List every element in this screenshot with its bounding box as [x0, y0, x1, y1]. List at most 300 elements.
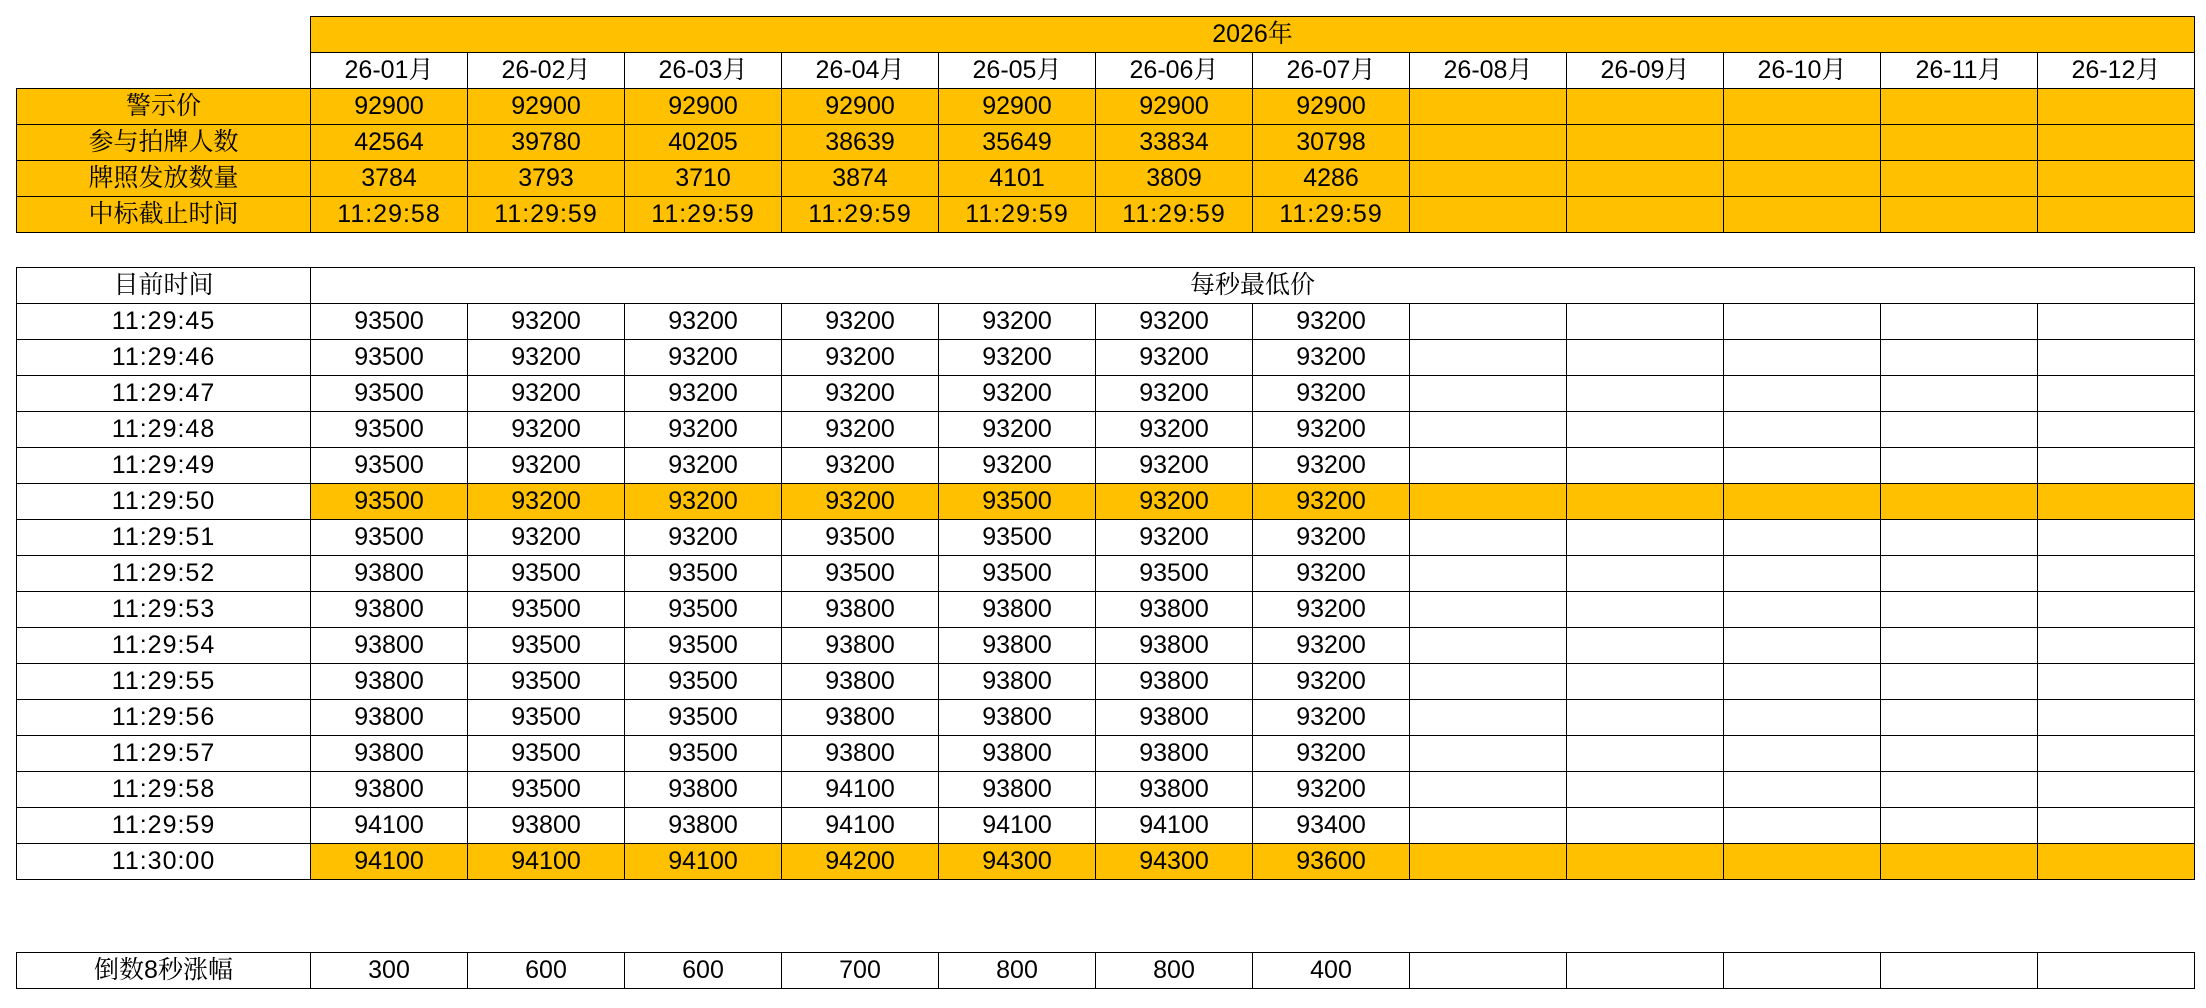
- price-header[interactable]: 每秒最低价: [311, 268, 2195, 304]
- price-cell[interactable]: 93800: [1096, 772, 1253, 808]
- summary-cell[interactable]: 11:29:59: [468, 197, 625, 233]
- price-cell[interactable]: [1567, 808, 1724, 844]
- price-cell[interactable]: 93800: [625, 772, 782, 808]
- summary-row: [17, 89, 2195, 125]
- price-cell[interactable]: [2038, 304, 2195, 340]
- price-cell[interactable]: [2038, 844, 2195, 880]
- price-cell[interactable]: 94100: [311, 808, 468, 844]
- summary-cell[interactable]: 11:29:59: [1096, 197, 1253, 233]
- price-cell[interactable]: 93500: [468, 556, 625, 592]
- summary-cell[interactable]: [1567, 89, 1724, 125]
- price-cell[interactable]: 93200: [939, 340, 1096, 376]
- price-cell[interactable]: 93200: [625, 448, 782, 484]
- increase-cell[interactable]: 800: [1096, 953, 1253, 989]
- increase-cell[interactable]: 300: [311, 953, 468, 989]
- price-row: [17, 736, 2195, 772]
- price-cell[interactable]: [1410, 412, 1567, 448]
- summary-cell[interactable]: [1724, 125, 1881, 161]
- price-cell[interactable]: [1724, 340, 1881, 376]
- price-cell[interactable]: 94100: [468, 844, 625, 880]
- price-cell[interactable]: 93200: [625, 340, 782, 376]
- summary-cell[interactable]: 3809: [1096, 161, 1253, 197]
- summary-cell[interactable]: [1881, 89, 2038, 125]
- month-header[interactable]: 26-04月: [782, 53, 939, 89]
- price-cell[interactable]: 93800: [939, 700, 1096, 736]
- price-cell[interactable]: 93500: [468, 772, 625, 808]
- summary-label[interactable]: 中标截止时间: [17, 197, 311, 233]
- month-header[interactable]: 26-06月: [1096, 53, 1253, 89]
- price-cell[interactable]: 93200: [1253, 520, 1410, 556]
- price-cell[interactable]: [1567, 664, 1724, 700]
- price-cell[interactable]: 93200: [782, 304, 939, 340]
- price-cell[interactable]: 93500: [468, 592, 625, 628]
- price-cell[interactable]: 93200: [1253, 556, 1410, 592]
- price-cell[interactable]: [1567, 592, 1724, 628]
- price-cell[interactable]: 93800: [1096, 592, 1253, 628]
- increase-cell[interactable]: [1567, 953, 1724, 989]
- price-cell[interactable]: [1410, 736, 1567, 772]
- price-cell[interactable]: 93200: [1096, 304, 1253, 340]
- price-cell[interactable]: 94100: [782, 808, 939, 844]
- price-cell[interactable]: [2038, 448, 2195, 484]
- price-cell[interactable]: [1410, 448, 1567, 484]
- price-cell[interactable]: [1567, 412, 1724, 448]
- summary-cell[interactable]: [1724, 161, 1881, 197]
- price-cell[interactable]: [1881, 700, 2038, 736]
- price-cell[interactable]: 93800: [782, 592, 939, 628]
- price-cell[interactable]: [1881, 376, 2038, 412]
- price-cell[interactable]: [1881, 808, 2038, 844]
- price-row: [17, 340, 2195, 376]
- time-cell[interactable]: 11:29:51: [17, 520, 311, 556]
- summary-cell[interactable]: [1410, 125, 1567, 161]
- price-cell[interactable]: 93800: [1096, 736, 1253, 772]
- price-cell[interactable]: 93800: [311, 556, 468, 592]
- price-cell[interactable]: 93800: [311, 736, 468, 772]
- price-cell[interactable]: [1567, 448, 1724, 484]
- summary-label[interactable]: 牌照发放数量: [17, 161, 311, 197]
- price-row: [17, 808, 2195, 844]
- summary-cell[interactable]: 3793: [468, 161, 625, 197]
- summary-cell[interactable]: 33834: [1096, 125, 1253, 161]
- price-cell[interactable]: [2038, 484, 2195, 520]
- price-cell[interactable]: [1724, 628, 1881, 664]
- time-cell[interactable]: 11:29:45: [17, 304, 311, 340]
- price-cell[interactable]: [1567, 484, 1724, 520]
- summary-cell[interactable]: 39780: [468, 125, 625, 161]
- summary-label[interactable]: 警示价: [17, 89, 311, 125]
- month-header[interactable]: 26-11月: [1881, 53, 2038, 89]
- price-cell[interactable]: 94300: [1096, 844, 1253, 880]
- summary-cell[interactable]: 3874: [782, 161, 939, 197]
- summary-cell[interactable]: 38639: [782, 125, 939, 161]
- price-cell[interactable]: [1881, 736, 2038, 772]
- price-cell[interactable]: 93200: [468, 520, 625, 556]
- price-cell[interactable]: 93200: [939, 304, 1096, 340]
- price-cell[interactable]: [1724, 484, 1881, 520]
- summary-cell[interactable]: 30798: [1253, 125, 1410, 161]
- price-cell[interactable]: 93200: [1253, 664, 1410, 700]
- price-cell[interactable]: [1410, 592, 1567, 628]
- time-cell[interactable]: 11:29:50: [17, 484, 311, 520]
- price-cell[interactable]: 94100: [939, 808, 1096, 844]
- summary-cell[interactable]: 3784: [311, 161, 468, 197]
- price-cell[interactable]: [1567, 376, 1724, 412]
- price-cell[interactable]: 93200: [1253, 700, 1410, 736]
- price-cell[interactable]: 93200: [468, 376, 625, 412]
- summary-cell[interactable]: [2038, 161, 2195, 197]
- price-cell[interactable]: [1567, 340, 1724, 376]
- price-cell[interactable]: 93200: [1096, 520, 1253, 556]
- price-cell[interactable]: 94100: [311, 844, 468, 880]
- price-cell[interactable]: 93500: [311, 448, 468, 484]
- price-cell[interactable]: 93800: [939, 592, 1096, 628]
- price-cell[interactable]: [2038, 664, 2195, 700]
- increase-cell[interactable]: [2038, 953, 2195, 989]
- time-cell[interactable]: 11:29:46: [17, 340, 311, 376]
- price-cell[interactable]: [1410, 376, 1567, 412]
- price-cell[interactable]: 93200: [1253, 772, 1410, 808]
- time-cell[interactable]: 11:29:59: [17, 808, 311, 844]
- price-cell[interactable]: 93800: [1096, 664, 1253, 700]
- month-header[interactable]: 26-01月: [311, 53, 468, 89]
- price-cell[interactable]: 93800: [625, 808, 782, 844]
- price-cell[interactable]: 93200: [1253, 592, 1410, 628]
- price-cell[interactable]: 93800: [782, 664, 939, 700]
- price-cell[interactable]: 93800: [468, 808, 625, 844]
- price-cell[interactable]: 93800: [311, 592, 468, 628]
- price-cell[interactable]: 94100: [625, 844, 782, 880]
- price-cell[interactable]: [2038, 772, 2195, 808]
- price-cell[interactable]: 93200: [1096, 340, 1253, 376]
- price-cell[interactable]: 93200: [468, 484, 625, 520]
- price-cell[interactable]: 93200: [625, 376, 782, 412]
- price-cell[interactable]: [1410, 556, 1567, 592]
- price-cell[interactable]: [2038, 376, 2195, 412]
- month-header[interactable]: 26-10月: [1724, 53, 1881, 89]
- price-cell[interactable]: [1410, 340, 1567, 376]
- price-cell[interactable]: 93500: [468, 700, 625, 736]
- increase-cell[interactable]: [1881, 953, 2038, 989]
- price-cell[interactable]: 93200: [1253, 412, 1410, 448]
- summary-cell[interactable]: [1724, 89, 1881, 125]
- increase-cell[interactable]: 400: [1253, 953, 1410, 989]
- price-cell[interactable]: 93800: [782, 628, 939, 664]
- summary-cell[interactable]: [1567, 161, 1724, 197]
- corner-cell: [17, 17, 311, 53]
- price-cell[interactable]: 93200: [1253, 736, 1410, 772]
- price-cell[interactable]: 93200: [625, 412, 782, 448]
- price-cell[interactable]: [2038, 340, 2195, 376]
- time-cell[interactable]: 11:29:55: [17, 664, 311, 700]
- summary-cell[interactable]: [1881, 125, 2038, 161]
- price-cell[interactable]: 93500: [311, 412, 468, 448]
- summary-cell[interactable]: 92900: [311, 89, 468, 125]
- increase-cell[interactable]: 800: [939, 953, 1096, 989]
- summary-cell[interactable]: [1410, 161, 1567, 197]
- price-cell[interactable]: 93500: [311, 340, 468, 376]
- price-row: [17, 484, 2195, 520]
- month-header-row: [17, 53, 2195, 89]
- price-cell[interactable]: 93500: [939, 484, 1096, 520]
- time-cell[interactable]: 11:29:52: [17, 556, 311, 592]
- price-cell[interactable]: 93400: [1253, 808, 1410, 844]
- summary-cell[interactable]: 92900: [468, 89, 625, 125]
- summary-cell[interactable]: 3710: [625, 161, 782, 197]
- price-cell[interactable]: [1724, 700, 1881, 736]
- price-cell[interactable]: 93200: [1253, 340, 1410, 376]
- increase-cell[interactable]: [1410, 953, 1567, 989]
- time-cell[interactable]: 11:29:56: [17, 700, 311, 736]
- summary-cell[interactable]: 11:29:58: [311, 197, 468, 233]
- price-cell[interactable]: [1881, 412, 2038, 448]
- summary-cell[interactable]: 92900: [1096, 89, 1253, 125]
- summary-cell[interactable]: 92900: [782, 89, 939, 125]
- price-cell[interactable]: [1410, 808, 1567, 844]
- price-cell[interactable]: 93200: [939, 412, 1096, 448]
- price-cell[interactable]: 93500: [468, 736, 625, 772]
- price-cell[interactable]: [1724, 736, 1881, 772]
- summary-cell[interactable]: [2038, 197, 2195, 233]
- price-cell[interactable]: 93500: [311, 304, 468, 340]
- price-cell[interactable]: 93200: [1253, 304, 1410, 340]
- price-cell[interactable]: [2038, 412, 2195, 448]
- price-cell[interactable]: [1881, 484, 2038, 520]
- price-cell[interactable]: 93200: [468, 340, 625, 376]
- price-cell[interactable]: [1881, 844, 2038, 880]
- price-cell[interactable]: 93200: [1253, 628, 1410, 664]
- price-cell[interactable]: 93500: [311, 376, 468, 412]
- price-cell[interactable]: [1724, 844, 1881, 880]
- price-cell[interactable]: [1881, 628, 2038, 664]
- price-cell[interactable]: 93200: [939, 376, 1096, 412]
- summary-cell[interactable]: 92900: [939, 89, 1096, 125]
- price-table: [16, 267, 2195, 880]
- price-cell[interactable]: 93800: [1096, 700, 1253, 736]
- price-cell[interactable]: [1567, 736, 1724, 772]
- price-cell[interactable]: 93600: [1253, 844, 1410, 880]
- price-cell[interactable]: 93200: [1096, 448, 1253, 484]
- summary-cell[interactable]: [1567, 125, 1724, 161]
- price-cell[interactable]: [1881, 448, 2038, 484]
- price-cell[interactable]: [1410, 772, 1567, 808]
- price-cell[interactable]: 93200: [468, 412, 625, 448]
- price-cell[interactable]: 93200: [1096, 412, 1253, 448]
- price-header-row: [17, 268, 2195, 304]
- price-cell[interactable]: [1410, 700, 1567, 736]
- price-cell[interactable]: [1567, 628, 1724, 664]
- price-cell[interactable]: [1567, 520, 1724, 556]
- price-cell[interactable]: 93800: [311, 628, 468, 664]
- price-cell[interactable]: [2038, 628, 2195, 664]
- price-cell[interactable]: 93200: [625, 304, 782, 340]
- summary-cell[interactable]: 92900: [625, 89, 782, 125]
- summary-cell[interactable]: 42564: [311, 125, 468, 161]
- summary-cell[interactable]: [2038, 125, 2195, 161]
- increase-cell[interactable]: [1724, 953, 1881, 989]
- price-cell[interactable]: 94200: [782, 844, 939, 880]
- price-cell[interactable]: [1724, 520, 1881, 556]
- increase-cell[interactable]: 600: [468, 953, 625, 989]
- time-header[interactable]: 目前时间: [17, 268, 311, 304]
- price-cell[interactable]: 93500: [1096, 556, 1253, 592]
- summary-cell[interactable]: 11:29:59: [939, 197, 1096, 233]
- price-cell[interactable]: [1567, 844, 1724, 880]
- price-cell[interactable]: 94300: [939, 844, 1096, 880]
- price-cell[interactable]: 93800: [311, 664, 468, 700]
- month-header[interactable]: 26-07月: [1253, 53, 1410, 89]
- time-cell[interactable]: 11:29:49: [17, 448, 311, 484]
- price-cell[interactable]: 93200: [1253, 376, 1410, 412]
- price-cell[interactable]: [2038, 592, 2195, 628]
- time-cell[interactable]: 11:29:54: [17, 628, 311, 664]
- month-header[interactable]: 26-02月: [468, 53, 625, 89]
- summary-cell[interactable]: 4286: [1253, 161, 1410, 197]
- price-cell[interactable]: [1410, 844, 1567, 880]
- price-cell[interactable]: 93800: [311, 772, 468, 808]
- summary-label[interactable]: 参与拍牌人数: [17, 125, 311, 161]
- price-cell[interactable]: 93800: [939, 736, 1096, 772]
- month-header[interactable]: 26-12月: [2038, 53, 2195, 89]
- price-cell[interactable]: 93200: [1253, 484, 1410, 520]
- time-cell[interactable]: 11:29:48: [17, 412, 311, 448]
- price-cell[interactable]: 93200: [1253, 448, 1410, 484]
- summary-cell[interactable]: [1410, 89, 1567, 125]
- summary-cell[interactable]: [1881, 197, 2038, 233]
- summary-cell[interactable]: [1881, 161, 2038, 197]
- price-cell[interactable]: 93500: [625, 664, 782, 700]
- time-cell[interactable]: 11:29:47: [17, 376, 311, 412]
- summary-cell[interactable]: [1567, 197, 1724, 233]
- month-header[interactable]: 26-03月: [625, 53, 782, 89]
- price-cell[interactable]: 93200: [468, 304, 625, 340]
- price-cell[interactable]: 94100: [1096, 808, 1253, 844]
- price-cell[interactable]: [1724, 664, 1881, 700]
- price-cell[interactable]: [2038, 700, 2195, 736]
- price-cell[interactable]: 93500: [625, 700, 782, 736]
- price-cell[interactable]: [1410, 520, 1567, 556]
- price-cell[interactable]: 93500: [625, 736, 782, 772]
- price-cell[interactable]: 93200: [782, 340, 939, 376]
- price-cell[interactable]: 93200: [782, 412, 939, 448]
- time-cell[interactable]: 11:29:58: [17, 772, 311, 808]
- price-cell[interactable]: [1724, 556, 1881, 592]
- price-cell[interactable]: [1724, 376, 1881, 412]
- price-cell[interactable]: 93800: [939, 772, 1096, 808]
- price-cell[interactable]: 93500: [468, 628, 625, 664]
- price-cell[interactable]: 93500: [782, 556, 939, 592]
- summary-cell[interactable]: [1724, 197, 1881, 233]
- summary-cell[interactable]: 11:29:59: [782, 197, 939, 233]
- price-cell[interactable]: [1567, 700, 1724, 736]
- price-cell[interactable]: 93800: [311, 700, 468, 736]
- price-cell[interactable]: [1724, 592, 1881, 628]
- price-cell[interactable]: [1567, 772, 1724, 808]
- summary-cell[interactable]: [1410, 197, 1567, 233]
- price-cell[interactable]: 93500: [625, 592, 782, 628]
- increase-cell[interactable]: 600: [625, 953, 782, 989]
- price-cell[interactable]: 93200: [782, 376, 939, 412]
- price-cell[interactable]: [1881, 340, 2038, 376]
- price-cell[interactable]: [1567, 304, 1724, 340]
- price-cell[interactable]: 93200: [1096, 484, 1253, 520]
- price-cell[interactable]: 93800: [782, 736, 939, 772]
- price-cell[interactable]: 93800: [782, 700, 939, 736]
- price-cell[interactable]: 93200: [625, 484, 782, 520]
- price-cell[interactable]: [1881, 772, 2038, 808]
- price-cell[interactable]: 93500: [311, 520, 468, 556]
- summary-cell[interactable]: [2038, 89, 2195, 125]
- price-cell[interactable]: [1410, 484, 1567, 520]
- price-cell[interactable]: [2038, 556, 2195, 592]
- month-header[interactable]: 26-09月: [1567, 53, 1724, 89]
- price-cell[interactable]: [1881, 520, 2038, 556]
- price-cell[interactable]: 93500: [625, 556, 782, 592]
- summary-cell[interactable]: 92900: [1253, 89, 1410, 125]
- price-cell[interactable]: 93200: [782, 448, 939, 484]
- price-cell[interactable]: 93200: [625, 520, 782, 556]
- time-cell[interactable]: 11:29:53: [17, 592, 311, 628]
- month-header[interactable]: 26-05月: [939, 53, 1096, 89]
- price-row: [17, 664, 2195, 700]
- price-cell[interactable]: [1410, 664, 1567, 700]
- increase-label[interactable]: 倒数8秒涨幅: [17, 953, 311, 989]
- summary-cell[interactable]: 11:29:59: [1253, 197, 1410, 233]
- price-cell[interactable]: [1881, 664, 2038, 700]
- price-cell[interactable]: 93200: [468, 448, 625, 484]
- price-cell[interactable]: 93800: [1096, 628, 1253, 664]
- price-cell[interactable]: [1724, 304, 1881, 340]
- price-cell[interactable]: 93800: [939, 664, 1096, 700]
- price-cell[interactable]: 93500: [939, 520, 1096, 556]
- price-cell[interactable]: [2038, 520, 2195, 556]
- price-cell[interactable]: [1410, 304, 1567, 340]
- summary-cell[interactable]: 35649: [939, 125, 1096, 161]
- price-cell[interactable]: 93800: [939, 628, 1096, 664]
- price-cell[interactable]: [2038, 736, 2195, 772]
- price-cell[interactable]: [1724, 772, 1881, 808]
- price-cell[interactable]: 93500: [311, 484, 468, 520]
- price-cell[interactable]: [1724, 448, 1881, 484]
- time-cell[interactable]: 11:29:57: [17, 736, 311, 772]
- summary-body: [17, 89, 2195, 233]
- price-cell[interactable]: 93200: [782, 484, 939, 520]
- month-header[interactable]: 26-08月: [1410, 53, 1567, 89]
- price-cell[interactable]: 93500: [625, 628, 782, 664]
- summary-cell[interactable]: 11:29:59: [625, 197, 782, 233]
- price-row: [17, 412, 2195, 448]
- price-cell[interactable]: [1881, 304, 2038, 340]
- price-cell[interactable]: 93500: [468, 664, 625, 700]
- price-cell[interactable]: 93500: [782, 520, 939, 556]
- price-cell[interactable]: [1724, 808, 1881, 844]
- price-cell[interactable]: [1724, 412, 1881, 448]
- price-cell[interactable]: 93200: [1096, 376, 1253, 412]
- price-cell[interactable]: [1881, 556, 2038, 592]
- summary-cell[interactable]: 4101: [939, 161, 1096, 197]
- price-cell[interactable]: [1410, 628, 1567, 664]
- price-cell[interactable]: [1567, 556, 1724, 592]
- increase-cell[interactable]: 700: [782, 953, 939, 989]
- price-cell[interactable]: [1881, 592, 2038, 628]
- summary-cell[interactable]: 40205: [625, 125, 782, 161]
- time-cell[interactable]: 11:30:00: [17, 844, 311, 880]
- price-cell[interactable]: 93200: [939, 448, 1096, 484]
- price-cell[interactable]: [2038, 808, 2195, 844]
- price-cell[interactable]: 94100: [782, 772, 939, 808]
- price-cell[interactable]: 93500: [939, 556, 1096, 592]
- year-header[interactable]: 2026年: [311, 17, 2195, 53]
